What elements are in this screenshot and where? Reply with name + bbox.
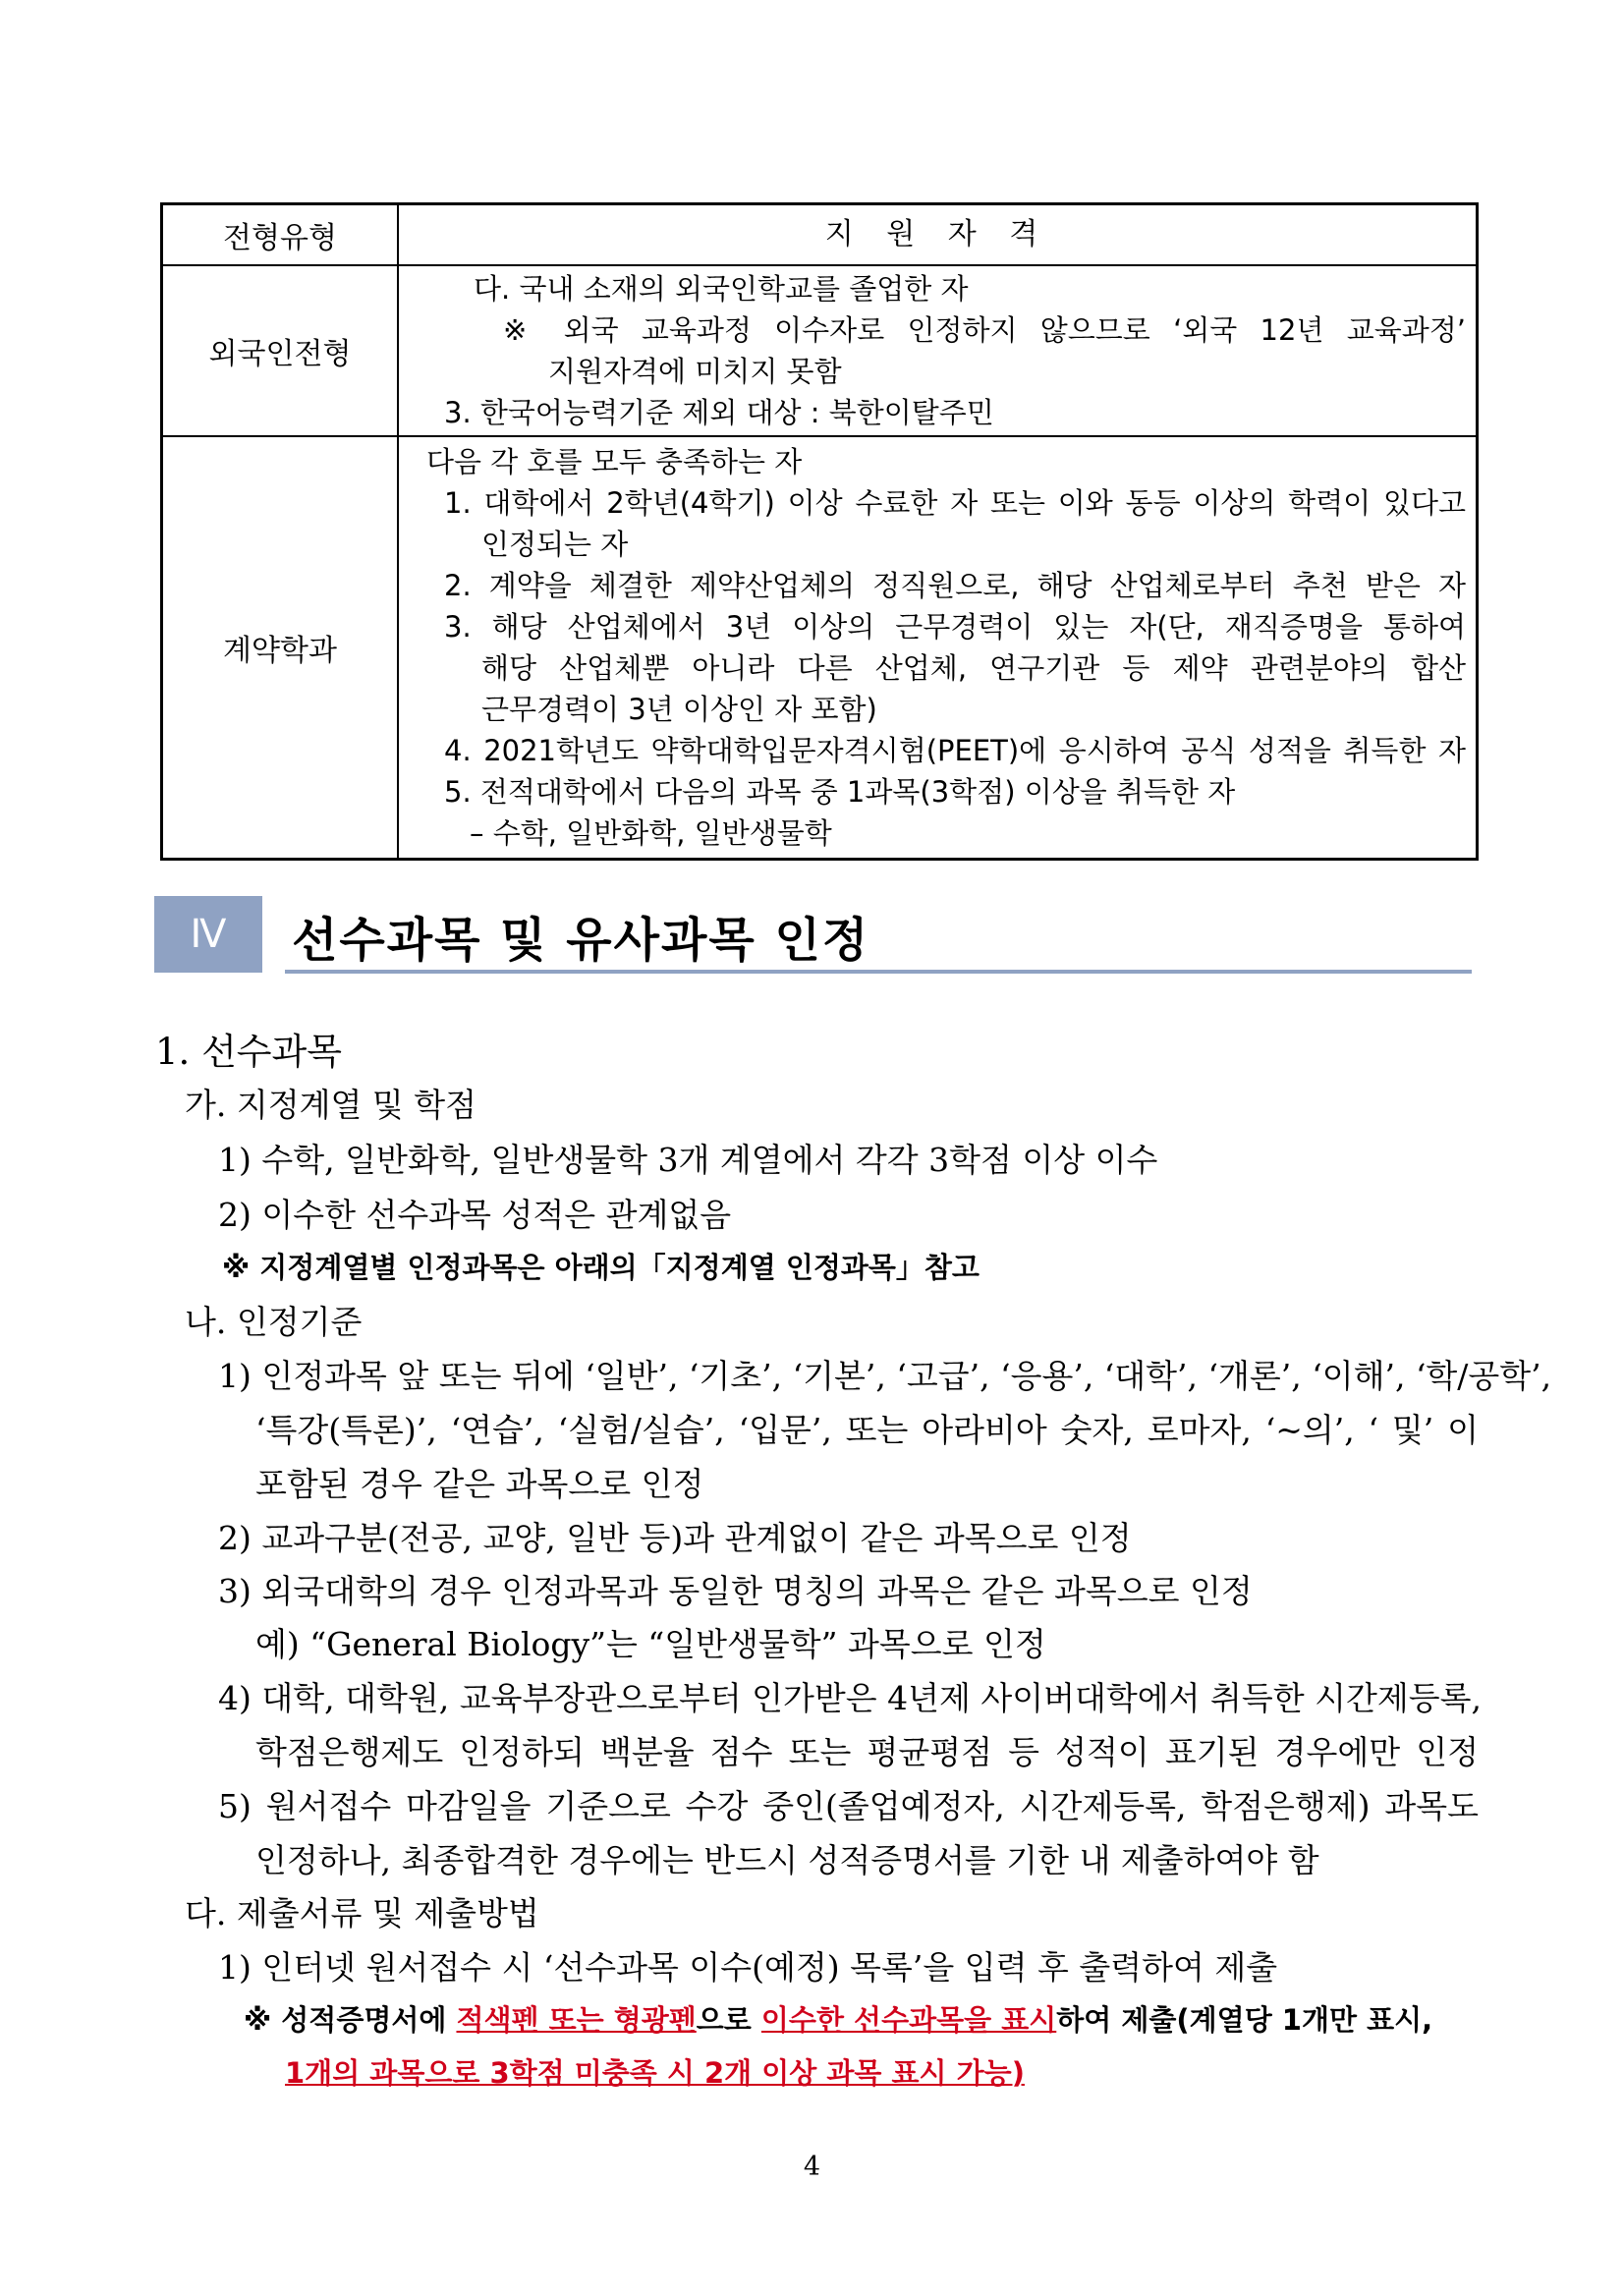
note-da-line2 <box>285 2051 1025 2092</box>
row-label-contract: 계약학과 <box>162 436 399 860</box>
subheading-na: 나. 인정기준 <box>185 1303 363 1341</box>
item-na-3-line2: 예) “General Biology”는 “일반생물학” 과목으로 인정 <box>255 1625 1046 1663</box>
item-da-1: 1) 인터넷 원서접수 시 ‘선수과목 이수(예정) 목록’을 입력 후 출력하여 제출 <box>218 1948 1278 1987</box>
note-da-highlight: 이수한 선수과목을 표시 <box>760 2003 1057 2037</box>
header-qualification: 지 원 자 격 <box>398 204 1478 266</box>
row-content-contract <box>398 436 1478 860</box>
table-row <box>162 436 1478 860</box>
row-label-foreign: 외국인전형 <box>162 265 399 436</box>
note-da-text: ※ 성적증명서에 <box>244 2003 457 2037</box>
foreign-line: ※ 외국 교육과정 이수자로 인정하지 않으므로 ‘외국 12년 교육과정’ <box>503 313 1466 347</box>
table-row <box>162 265 1478 436</box>
eligibility-table <box>160 202 1479 861</box>
section-number-badge: Ⅳ <box>154 896 262 973</box>
contract-line: 1. 대학에서 2학년(4학기) 이상 수료한 자 또는 이와 동등 이상의 학력이 있다고 <box>444 486 1466 520</box>
item-na-1-line2: ‘특강(특론)’, ‘연습’, ‘실험/실습’, ‘입문’, 또는 아라비아 숫자, 로마자, ‘~의’, ‘ 및’ 이 <box>255 1411 1479 1449</box>
item-na-4-line1: 4) 대학, 대학원, 교육부장관으로부터 인가받은 4년제 사이버대학에서 취득한 시간제등록, <box>218 1679 1482 1717</box>
item-na-5-line1: 5) 원서접수 마감일을 기준으로 수강 중인(졸업예정자, 시간제등록, 학점은행제) 과목도 <box>218 1787 1479 1825</box>
contract-line: 다음 각 호를 모두 충족하는 자 <box>426 445 803 478</box>
item-na-2: 2) 교과구분(전공, 교양, 일반 등)과 관계없이 같은 과목으로 인정 <box>218 1519 1132 1557</box>
subheading-ga: 가. 지정계열 및 학점 <box>185 1086 476 1124</box>
row-content-foreign <box>398 265 1478 436</box>
table-header-row <box>162 204 1478 266</box>
note-da-line1 <box>244 1998 1432 2039</box>
note-da-highlight: 1개의 과목으로 3학점 미충족 시 2개 이상 과목 표시 가능) <box>285 2056 1025 2090</box>
contract-line: 인정되는 자 <box>481 528 629 561</box>
item-ga-2: 2) 이수한 선수과목 성적은 관계없음 <box>218 1196 732 1234</box>
note-da-text: 하여 제출(계열당 1개만 표시, <box>1056 2003 1433 2037</box>
heading-prerequisites: 1. 선수과목 <box>155 1031 343 1073</box>
contract-line: 5. 전적대학에서 다음의 과목 중 1과목(3학점) 이상을 취득한 자 <box>444 775 1236 809</box>
item-na-5-line2: 인정하나, 최종합격한 경우에는 반드시 성적증명서를 기한 내 제출하여야 함 <box>255 1841 1319 1879</box>
section-underline <box>285 970 1472 974</box>
item-na-4-line2: 학점은행제도 인정하되 백분율 점수 또는 평균평점 등 성적이 표기된 경우에만 인정 <box>255 1733 1479 1771</box>
subheading-da: 다. 제출서류 및 제출방법 <box>185 1894 539 1932</box>
contract-line: 2. 계약을 체결한 제약산업체의 정직원으로, 해당 산업체로부터 추천 받은 자 <box>444 569 1466 602</box>
foreign-line: 3. 한국어능력기준 제외 대상 : 북한이탈주민 <box>444 396 994 429</box>
header-admission-type: 전형유형 <box>162 204 399 266</box>
item-na-1-line3: 포함된 경우 같은 과목으로 인정 <box>255 1465 704 1503</box>
section-title: 선수과목 및 유사과목 인정 <box>292 913 870 968</box>
contract-line: 4. 2021학년도 약학대학입문자격시험(PEET)에 응시하여 공식 성적을 취득한 자 <box>444 734 1466 767</box>
note-da-text: 으로 <box>696 2003 761 2037</box>
item-na-1-line1: 1) 인정과목 앞 또는 뒤에 ‘일반’, ‘기초’, ‘기본’, ‘고급’, ‘응용’, ‘대학’, ‘개론’, ‘이해’, ‘학/공학’, <box>218 1357 1552 1395</box>
contract-line: – 수학, 일반화학, 일반생물학 <box>470 816 832 850</box>
item-na-3-line1: 3) 외국대학의 경우 인정과목과 동일한 명칭의 과목은 같은 과목으로 인정 <box>218 1572 1253 1610</box>
foreign-line: 다. 국내 소재의 외국인학교를 졸업한 자 <box>474 272 969 306</box>
page-number: 4 <box>803 2152 821 2182</box>
contract-line: 해당 산업체뿐 아니라 다른 산업체, 연구기관 등 제약 관련분야의 합산 <box>481 651 1466 685</box>
foreign-line: 지원자격에 미치지 못함 <box>548 355 842 388</box>
note-ga: ※ 지정계열별 인정과목은 아래의「지정계열 인정과목」참고 <box>222 1251 980 1284</box>
item-ga-1: 1) 수학, 일반화학, 일반생물학 3개 계열에서 각각 3학점 이상 이수 <box>218 1141 1158 1179</box>
contract-line: 3. 해당 산업체에서 3년 이상의 근무경력이 있는 자(단, 재직증명을 통하여 <box>444 610 1466 644</box>
note-da-highlight: 적색펜 또는 형광펜 <box>456 2003 697 2037</box>
contract-line: 근무경력이 3년 이상인 자 포함) <box>481 693 877 726</box>
